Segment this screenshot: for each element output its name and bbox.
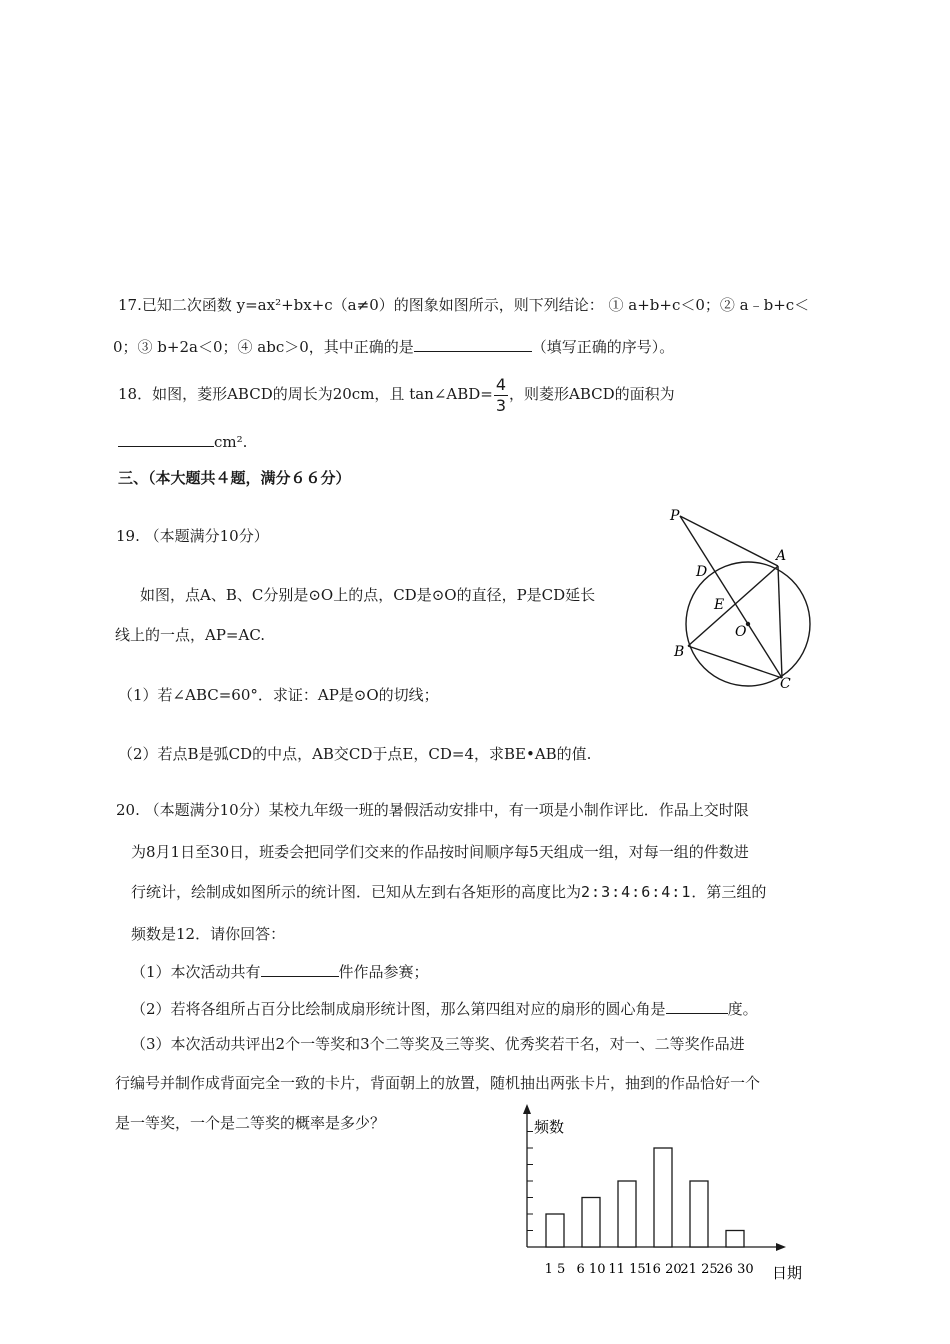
q20-line3 [131, 882, 766, 902]
q20-part2 [131, 997, 758, 1019]
histogram-x-tick-label: 11 15 [608, 1262, 646, 1277]
segment-pc [680, 516, 782, 678]
q18-fraction-den: 3 [495, 395, 507, 415]
label-c: C [780, 676, 791, 692]
q20-part1-blank[interactable] [261, 960, 339, 977]
histogram-x-label: 日期 [772, 1264, 803, 1282]
q20-line3-tail: ．第三组的 [691, 883, 767, 901]
q17-line2-tail: （填写正确的序号）。 [531, 338, 675, 356]
histogram-y-label: 频数 [534, 1118, 565, 1136]
q18-text: 18．如图，菱形ABCD的周长为20cm，且 tan∠ABD= [118, 385, 493, 403]
segment-pa [680, 516, 778, 566]
histogram-x-tick-label: 26 30 [716, 1262, 754, 1277]
q20-part2-text: （2）若将各组所占百分比绘制成扇形统计图，那么第四组对应的扇形的圆心角是 [131, 1000, 666, 1018]
histogram-y-ticks [527, 1132, 533, 1231]
q17-line1: 17.已知二次函数 y=ax²+bx+c（a≠0）的图象如图所示，则下列结论： ① a+b+c＜0；② a﹣b+c＜ [118, 296, 810, 314]
x-axis-arrow-icon [776, 1243, 786, 1251]
section-3-heading: 三、（本大题共４题，满分６６分） [118, 469, 351, 487]
label-o: O [735, 624, 747, 640]
q20-line4: 频数是12．请你回答： [131, 925, 286, 943]
histogram-bar [618, 1181, 636, 1247]
histogram-bar [582, 1198, 600, 1248]
q19-part2: （2）若点B是弧CD的中点，AB交CD于点E，CD=4，求BE•AB的值. [118, 745, 592, 763]
q20-part3-line2: 行编号并制作成背面完全一致的卡片，背面朝上的放置，随机抽出两张卡片，抽到的作品恰好一个 [115, 1074, 761, 1092]
q19-part1: （1）若∠ABC=60°．求证：AP是⊙O的切线； [118, 686, 439, 704]
q17-line2-text: 0；③ b+2a＜0；④ abc＞0，其中正确的是 [113, 338, 414, 356]
label-a: A [776, 548, 787, 564]
q20-part1-tail: 件作品参赛； [338, 963, 429, 981]
q20-part1-text: （1）本次活动共有 [131, 963, 261, 981]
histogram-x-tick-label: 21 25 [680, 1262, 718, 1277]
q20-ratio: 2:3:4:6:4:1 [581, 883, 692, 901]
q20-part1 [131, 960, 429, 982]
q20-part2-blank[interactable] [666, 997, 728, 1014]
q20-line2: 为8月1日至30日，班委会把同学们交来的作品按时间顺序每5天组成一组，对每一组的件数进 [131, 843, 749, 861]
q18-answer-blank[interactable] [118, 430, 214, 447]
q17-answer-blank[interactable] [414, 335, 532, 352]
q19-body-line1: 如图，点A、B、C分别是⊙O上的点，CD是⊙O的直径，P是CD延长 [140, 586, 596, 604]
label-e: E [714, 597, 725, 613]
q20-part3-line1: （3）本次活动共评出2个一等奖和3个二等奖及三等奖、优秀奖若干名，对一、二等奖作品进 [131, 1035, 745, 1053]
q18-fraction-num: 4 [495, 374, 507, 394]
histogram-bar [654, 1148, 672, 1247]
q20-line1: 20. （本题满分10分）某校九年级一班的暑假活动安排中，有一项是小制作评比．作品上交时限 [116, 801, 749, 819]
histogram-x-tick-label: 16 20 [644, 1262, 682, 1277]
q18-unit: cm². [214, 433, 248, 451]
label-b: B [674, 644, 685, 660]
segment-ac [778, 566, 782, 678]
q20-part2-tail: 度。 [727, 1000, 758, 1018]
histogram-x-tick-label: 6 10 [576, 1262, 606, 1277]
q19-circle-diagram [660, 498, 830, 698]
histogram-x-labels [545, 1262, 754, 1277]
q18-line2 [118, 430, 247, 452]
q19-body-line2: 线上的一点，AP=AC. [115, 626, 266, 644]
frequency-histogram [500, 1100, 820, 1290]
label-p: P [670, 508, 680, 524]
histogram-bar [726, 1231, 744, 1248]
histogram-bars [546, 1148, 744, 1247]
segment-bc [688, 646, 782, 678]
q18-text-post: ，则菱形ABCD的面积为 [509, 385, 675, 403]
q18-fraction [494, 375, 508, 416]
q18-line1 [118, 372, 675, 416]
histogram-bar [546, 1214, 564, 1247]
histogram-x-tick-label: 1 5 [544, 1262, 566, 1277]
histogram-bar [690, 1181, 708, 1247]
q19-heading: 19. （本题满分10分） [116, 527, 269, 545]
label-d: D [696, 564, 708, 580]
q20-line3-text: 行统计，绘制成如图所示的统计图．已知从左到右各矩形的高度比为 [131, 883, 582, 901]
y-axis-arrow-icon [523, 1104, 531, 1114]
q20-part3-line3: 是一等奖，一个是二等奖的概率是多少？ [115, 1114, 386, 1132]
q17-line2 [113, 335, 674, 357]
